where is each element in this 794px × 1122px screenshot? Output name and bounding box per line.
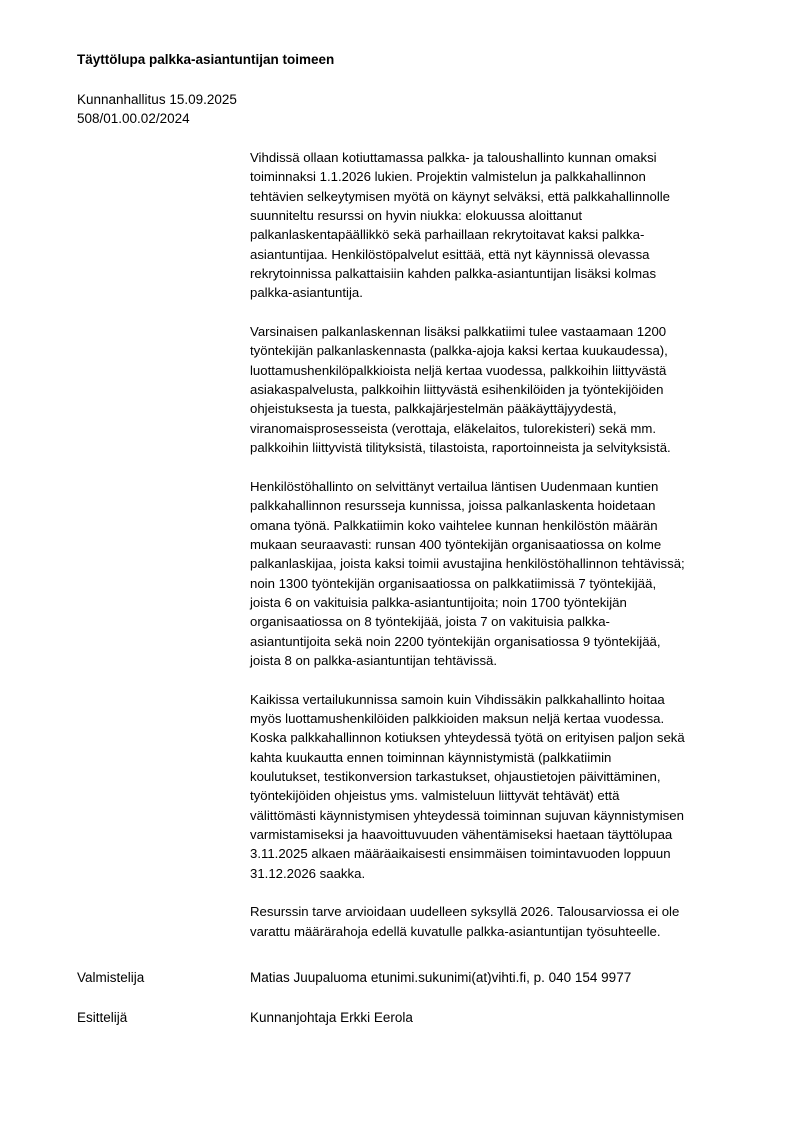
body-paragraph <box>250 477 720 670</box>
paragraph-line: myös luottamushenkilöiden palkkioiden maksun neljä kertaa vuodessa. <box>250 710 665 726</box>
paragraph-line: tehtävien selkeytymisen myötä on käynyt selväksi, että palkkahallinnolle <box>250 188 671 204</box>
paragraph-line: palkanlaskijaa, joista kaksi toimii avustajina henkilöstöhallinnon tehtävissä; <box>250 556 685 572</box>
paragraph-line: 3.11.2025 alkaen määräaikaisesti ensimmäisen toimintavuoden loppuun <box>250 846 671 862</box>
paragraph-line: rekrytoinnissa palkattaisiin kahden palkka-asiantuntijan lisäksi kolmas <box>250 266 657 282</box>
paragraph-line: joista 6 on vakituisia palkka-asiantuntijoita; noin 1700 työntekijän <box>250 594 627 610</box>
paragraph-line: palkkoihin liittyvistä tilityksistä, tilastoista, raportoinneista ja selvityksistä. <box>250 440 671 456</box>
body-paragraph <box>250 690 720 883</box>
paragraph-line: suunniteltu resurssi on hyvin niukka: elokuussa aloittanut <box>250 208 583 224</box>
paragraph-line: palkka-asiantuntija. <box>250 285 363 301</box>
paragraph-line: joista 8 on palkka-asiantuntijan tehtävissä. <box>250 652 498 668</box>
body-paragraph <box>250 902 720 941</box>
paragraph-line: palkkahallinnon resursseja kunnissa, joissa palkanlaskenta hoidetaan <box>250 498 656 514</box>
paragraph-line: varmistamiseksi ja haavoittuvuuden vähentämiseksi haetaan täyttölupaa <box>250 827 673 843</box>
paragraph-line: välittömästi käynnistymisen yhteydessä toiminnan sujuvan käynnistymisen <box>250 807 684 823</box>
body-paragraph <box>250 148 720 303</box>
paragraph-line: asiakaspalvelusta, palkkoihin liittyvästä esihenkilöiden ja työntekijöiden <box>250 382 664 398</box>
paragraph-line: Resurssin tarve arvioidaan uudelleen syksyllä 2026. Talousarviossa ei ole <box>250 904 680 920</box>
paragraph-line: omana työnä. Palkkatiimin koko vaihtelee kunnan henkilöstön määrän <box>250 517 658 533</box>
preparer-contact: Matias Juupaluoma etunimi.sukunimi(at)vihti.fi, p. 040 154 9977 <box>250 970 632 985</box>
presenter-name: Kunnanjohtaja Erkki Eerola <box>250 1010 413 1025</box>
paragraph-line: varattu määrärahoja edellä kuvatulle palkka-asiantuntijan työsuhteelle. <box>250 923 661 939</box>
paragraph-line: toiminnaksi 1.1.2026 lukien. Projektin valmistelun ja palkkahallinnon <box>250 169 646 185</box>
document-title: Täyttölupa palkka-asiantuntijan toimeen <box>77 52 335 67</box>
paragraph-line: koulutukset, testikonversion tarkastukset, ohjaustietojen päivittäminen, <box>250 769 661 784</box>
paragraph-line: Varsinaisen palkanlaskennan lisäksi palkkatiimi tulee vastaamaan 1200 <box>250 324 667 340</box>
paragraph-line: Kaikissa vertailukunnissa samoin kuin Vihdissäkin palkkahallinto hoitaa <box>250 691 665 707</box>
paragraph-line: mukaan seuraavasti: runsan 400 työntekijän organisaatiossa on kolme <box>250 536 662 552</box>
paragraph-line: kahta kuukautta ennen toiminnan käynnistymistä (palkkatiimin <box>250 749 612 765</box>
presenter-label: Esittelijä <box>77 1010 128 1025</box>
paragraph-line: työntekijän palkanlaskennasta (palkka-ajoja kaksi kertaa kuukaudessa), <box>250 343 668 359</box>
preparer-label: Valmistelija <box>77 970 145 985</box>
paragraph-line: Vihdissä ollaan kotiuttamassa palkka- ja taloushallinto kunnan omaksi <box>250 150 657 165</box>
paragraph-line: Henkilöstöhallinto on selvittänyt vertailua läntisen Uudenmaan kuntien <box>250 478 659 494</box>
paragraph-line: organisaatiossa on 8 työntekijää, joista 7 on vakituisia palkka- <box>250 614 610 630</box>
paragraph-line: asiantuntijaa. Henkilöstöpalvelut esittää, että nyt käynnissä olevassa <box>250 246 650 262</box>
paragraph-line: ohjeistuksesta ja tuesta, palkkajärjestelmän pääkäyttäjyydestä, <box>250 401 617 417</box>
record-number: 508/01.00.02/2024 <box>77 111 190 127</box>
paragraph-line: Koska palkkahallinnon kotiuksen yhteydessä työtä on erityisen paljon sekä <box>250 730 685 746</box>
paragraph-line: 31.12.2026 saakka. <box>250 865 366 881</box>
document-body <box>250 148 720 960</box>
paragraph-line: työntekijöiden ohjeistus yms. valmisteluun liittyvät tehtävät) että <box>250 788 620 804</box>
paragraph-line: noin 1300 työntekijän organisaatiossa on palkkatiimissä 7 työntekijää, <box>250 575 657 591</box>
body-paragraph <box>250 322 720 457</box>
paragraph-line: viranomaisprosesseista (verottaja, eläkelaitos, tulorekisteri) sekä mm. <box>250 420 657 436</box>
paragraph-line: palkanlaskentapäällikkö sekä parhaillaan rekrytoitavat kaksi palkka- <box>250 227 645 243</box>
document-meta <box>77 90 237 129</box>
meeting-info: Kunnanhallitus 15.09.2025 <box>77 92 237 107</box>
paragraph-line: luottamushenkilöpalkkioista neljä kertaa vuodessa, palkkoihin liittyvästä <box>250 362 667 378</box>
paragraph-line: asiantuntijoita sekä noin 2200 työntekijän organisatiossa 9 työntekijää, <box>250 633 661 649</box>
